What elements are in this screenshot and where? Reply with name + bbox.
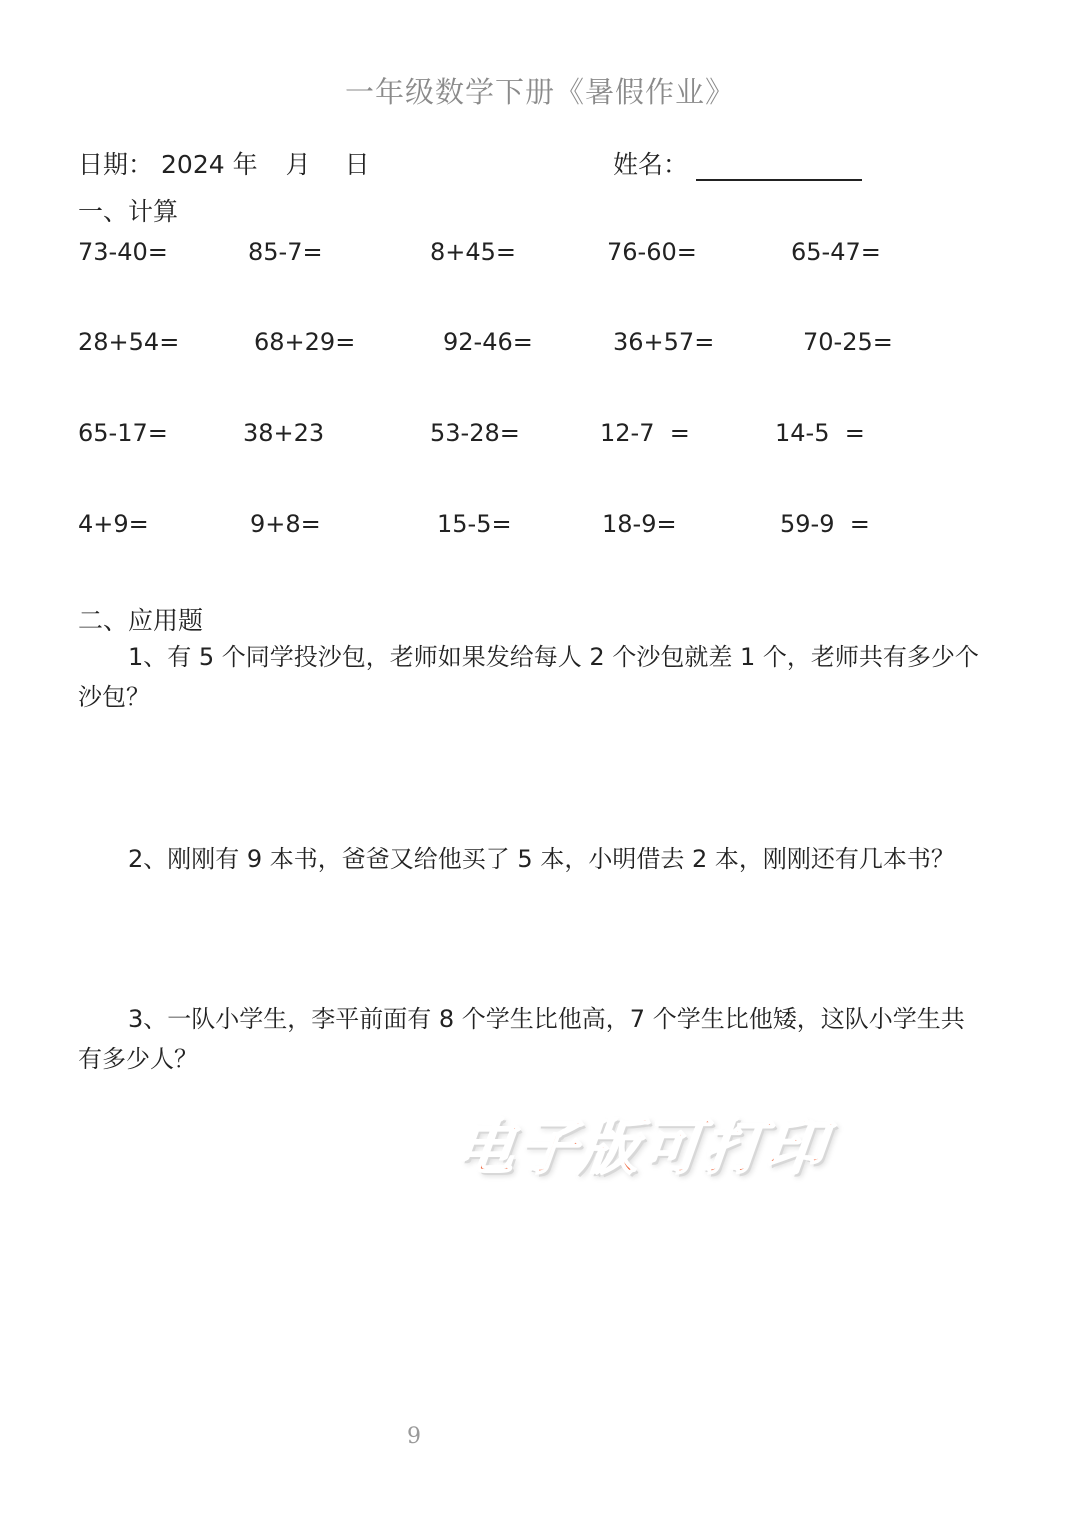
date-label: 日期： [78, 150, 154, 179]
calc-item: 53-28= [430, 419, 520, 447]
section-heading-calculation: 一、计算 [78, 197, 179, 226]
date-year: 2024 年 [161, 150, 258, 179]
name-blank-line [696, 151, 862, 181]
calc-item: 85-7= [248, 238, 323, 266]
date-field [78, 145, 370, 181]
calc-item: 9+8= [250, 510, 321, 538]
page-number: 9 [407, 1424, 421, 1449]
calc-item: 28+54= [78, 328, 180, 356]
page-title: 一年级数学下册《暑假作业》 [344, 75, 735, 109]
name-field [613, 145, 862, 181]
calc-item: 68+29= [254, 328, 356, 356]
date-day: 日 [344, 150, 370, 179]
calc-item: 14-5 = [775, 419, 865, 447]
calc-item: 36+57= [613, 328, 715, 356]
word-problem-3: 3、一队小学生，李平前面有 8 个学生比他高，7 个学生比他矮，这队小学生共有多少人？ [78, 1005, 965, 1073]
name-label: 姓名： [613, 150, 689, 179]
calc-item: 12-7 = [600, 419, 690, 447]
printable-stamp: 电子版可打印 [450, 1113, 831, 1183]
calc-item: 38+23 [243, 419, 325, 447]
calc-item: 92-46= [443, 328, 533, 356]
calc-item: 70-25= [803, 328, 893, 356]
section-heading-word-problems: 二、应用题 [78, 606, 204, 635]
word-problem-1: 1、有 5 个同学投沙包，老师如果发给每人 2 个沙包就差 1 个，老师共有多少个沙包？ [78, 643, 979, 711]
calc-item: 65-17= [78, 419, 168, 447]
calc-item: 59-9 = [780, 510, 870, 538]
date-month: 月 [285, 150, 311, 179]
calc-item: 15-5= [437, 510, 512, 538]
calc-item: 73-40= [78, 238, 168, 266]
calc-item: 18-9= [602, 510, 677, 538]
calc-item: 8+45= [430, 238, 517, 266]
calc-item: 65-47= [791, 238, 881, 266]
calc-item: 4+9= [78, 510, 149, 538]
calc-item: 76-60= [607, 238, 697, 266]
word-problem-2: 2、刚刚有 9 本书，爸爸又给他买了 5 本，小明借去 2 本，刚刚还有几本书？ [128, 845, 955, 873]
